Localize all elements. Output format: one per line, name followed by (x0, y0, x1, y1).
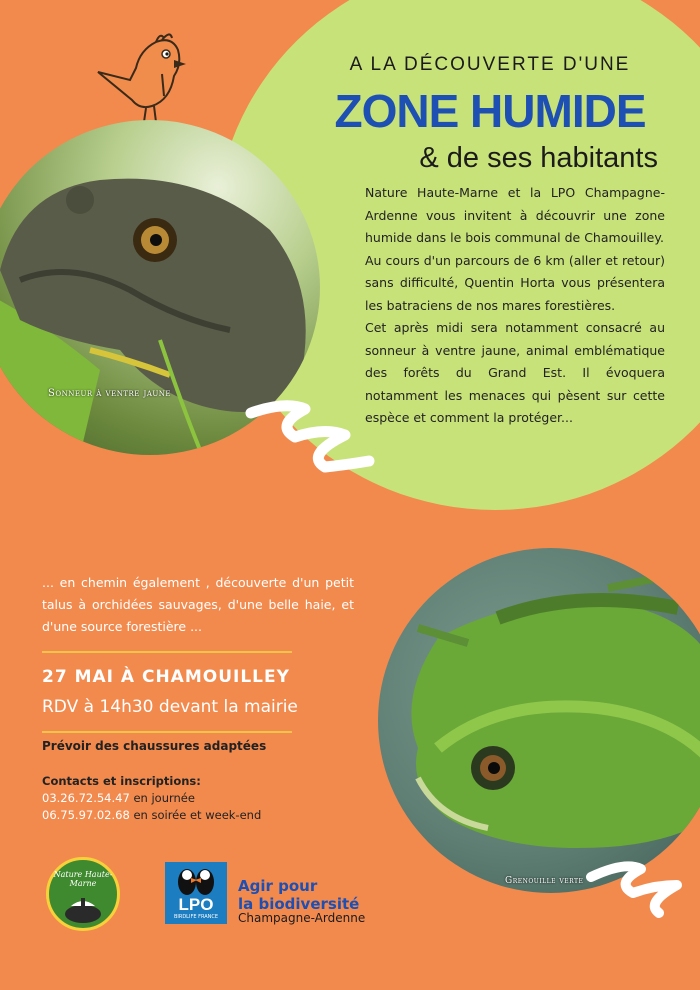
intro-paragraph: Au cours d'un parcours de 6 km (aller et retour) sans difficulté, Quentin Horta vous présentera les batraciens de nos mares forestières. (365, 252, 665, 313)
lpo-logo-text: LPO (178, 895, 214, 914)
badger-icon (61, 894, 105, 924)
phone-detail: en journée (129, 791, 195, 805)
frog-caption: Grenouille verte (505, 876, 584, 886)
contact-line (42, 808, 261, 822)
lpo-logo-subtext: BIRDLIFE FRANCE (173, 914, 219, 920)
agir-region: Champagne-Ardenne (238, 911, 366, 925)
lpo-logo (165, 862, 227, 924)
separator-line (42, 731, 292, 733)
contact-line (42, 791, 195, 805)
separator-line (42, 651, 292, 653)
event-meeting-point: RDV à 14h30 devant la mairie (42, 697, 298, 717)
contacts-title: Contacts et inscriptions: (42, 774, 201, 788)
phone-detail: en soirée et week-end (129, 808, 262, 822)
title-line-1: A LA DÉCOUVERTE D'UNE (349, 54, 631, 75)
toad-caption: Sonneur à ventre jaune (48, 388, 172, 399)
bird-sketch-icon (90, 30, 190, 130)
title-line-3: & de ses habitants (419, 142, 658, 174)
agir-line-2: la biodiversité (238, 895, 360, 913)
equipment-note: Prévoir des chaussures adaptées (42, 739, 267, 753)
agir-text (238, 877, 359, 913)
intro-paragraph: Cet après midi sera notamment consacré au sonneur à ventre jaune, animal emblématique des forêts du Grand Est. Il évoquera notamment les menaces qui pèsent sur cette espèce et comment la protéger... (365, 320, 665, 425)
title-main: ZONE HUMIDE (334, 85, 646, 137)
phone-number[interactable]: 03.26.72.54.47 (42, 791, 130, 805)
nature-haute-marne-logo (46, 857, 120, 931)
white-squiggle-decoration (585, 855, 685, 925)
agir-line-1: Agir pour (238, 877, 318, 895)
white-squiggle-decoration (245, 395, 375, 480)
event-date: 27 MAI À CHAMOUILLEY (42, 667, 290, 687)
nhm-logo-text: Nature Haute-Marne (53, 870, 113, 888)
frog-photo (378, 548, 700, 893)
intro-text (365, 182, 665, 430)
intro-paragraph: Nature Haute-Marne et la LPO Champagne-Ardenne vous invitent à découvrir une zone humide dans le bois communal de Chamouilley. (365, 185, 665, 245)
phone-number[interactable]: 06.75.97.02.68 (42, 808, 130, 822)
walk-description: ... en chemin également , découverte d'un petit talus à orchidées sauvages, d'une belle haie, et d'une source forestière ... (42, 575, 354, 634)
